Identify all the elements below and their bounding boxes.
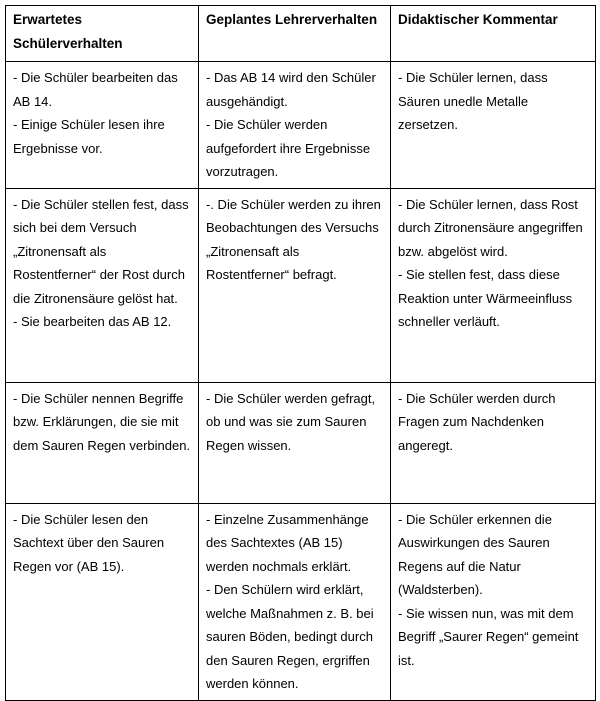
student-behavior-cell: - Die Schüler bearbeiten das AB 14. - Einige Schüler lesen ihre Ergebnisse vor. [6, 62, 199, 189]
student-behavior-cell: - Die Schüler nennen Begriffe bzw. Erklärungen, die sie mit dem Sauren Regen verbinden. [6, 382, 199, 503]
table-row [6, 503, 596, 700]
teacher-behavior-cell: - Die Schüler werden gefragt, ob und was sie zum Sauren Regen wissen. [199, 382, 391, 503]
table-row [6, 188, 596, 382]
teacher-behavior-cell: - Das AB 14 wird den Schüler ausgehändigt. - Die Schüler werden aufgefordert ihre Ergebnisse vorzutragen. [199, 62, 391, 189]
teacher-behavior-cell: - Einzelne Zusammenhänge des Sachtextes (AB 15) werden nochmals erklärt. - Den Schülern wird erklärt, welche Maßnahmen z. B. bei sauren Böden, bedingt durch den Sauren Regen, ergriffen werden können. [199, 503, 391, 700]
didactic-comment-cell: - Die Schüler lernen, dass Rost durch Zitronensäure angegriffen bzw. abgelöst wird. - Sie stellen fest, dass diese Reaktion unter Wärmeeinfluss schneller verläuft. [391, 188, 596, 382]
teacher-behavior-cell: -. Die Schüler werden zu ihren Beobachtungen des Versuchs „Zitronensaft als Rostentferner“ befragt. [199, 188, 391, 382]
student-behavior-cell: - Die Schüler stellen fest, dass sich bei dem Versuch „Zitronensaft als Rostentferner“ der Rost durch die Zitronensäure gelöst hat. - Sie bearbeiten das AB 12. [6, 188, 199, 382]
didactic-comment-cell: - Die Schüler lernen, dass Säuren unedle Metalle zersetzen. [391, 62, 596, 189]
table-row [6, 62, 596, 189]
student-behavior-cell: - Die Schüler lesen den Sachtext über den Sauren Regen vor (AB 15). [6, 503, 199, 700]
header-student-behavior: Erwartetes Schülerverhalten [6, 6, 199, 62]
header-didactic-comment: Didaktischer Kommentar [391, 6, 596, 62]
lesson-plan-table [5, 5, 596, 701]
didactic-comment-cell: - Die Schüler erkennen die Auswirkungen des Sauren Regens auf die Natur (Waldsterben). - Sie wissen nun, was mit dem Begriff „Saurer Regen“ gemeint ist. [391, 503, 596, 700]
header-teacher-behavior: Geplantes Lehrerverhalten [199, 6, 391, 62]
didactic-comment-cell: - Die Schüler werden durch Fragen zum Nachdenken angeregt. [391, 382, 596, 503]
table-row [6, 382, 596, 503]
header-row [6, 6, 596, 62]
